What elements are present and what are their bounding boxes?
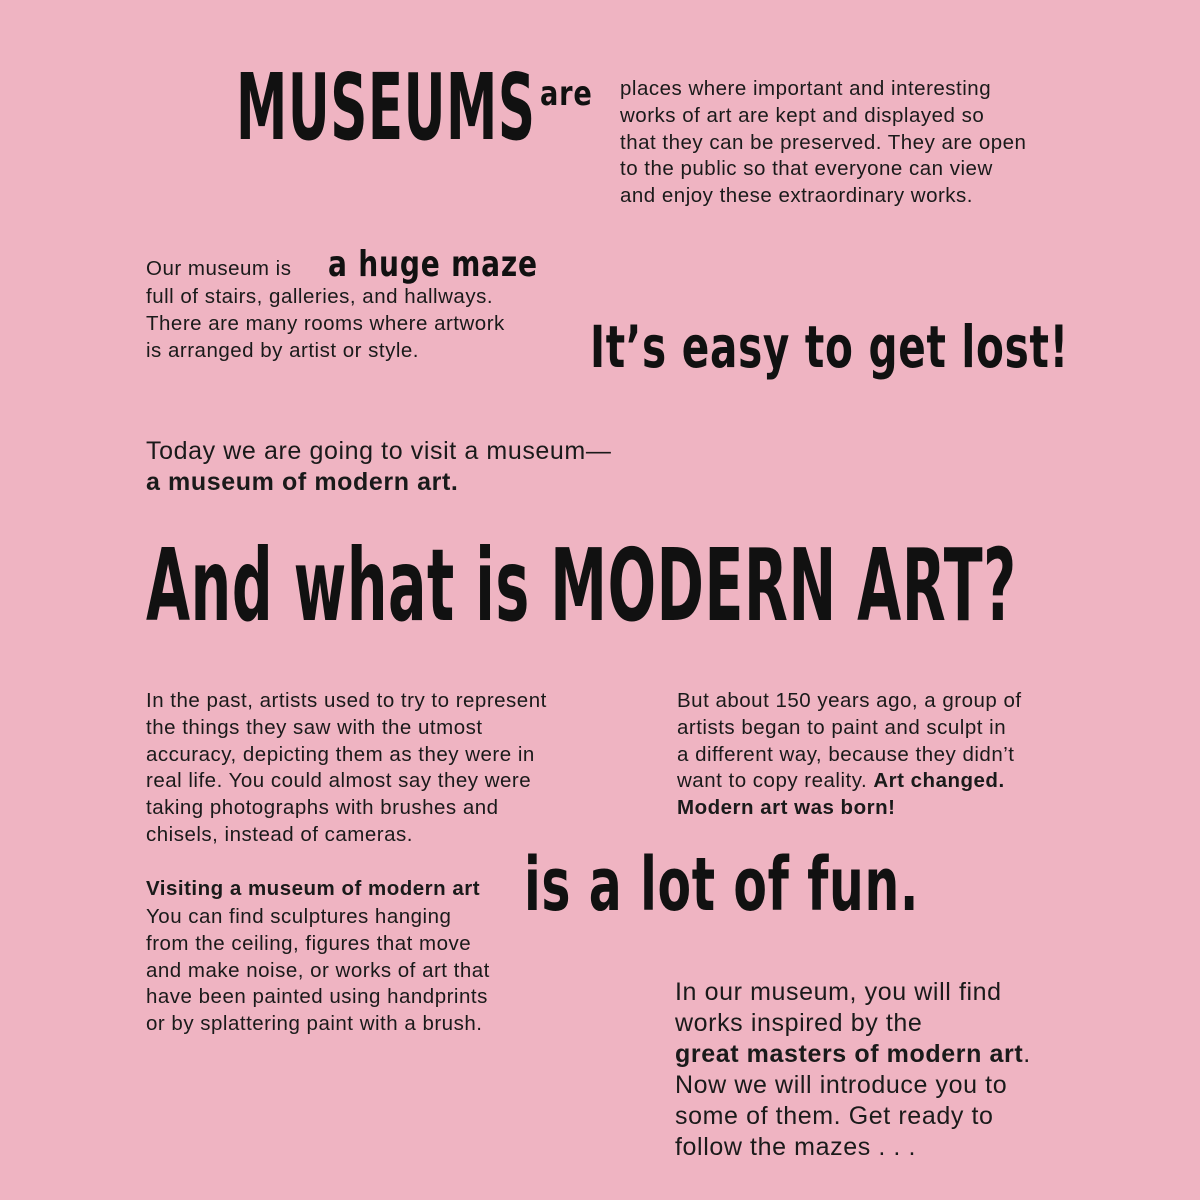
fun-line: have been painted using handprints: [146, 985, 488, 1009]
lost-phrase: It’s easy to get lost!: [590, 313, 1069, 381]
intro-line: and enjoy these extraordinary works.: [620, 184, 974, 208]
maze-lead-text: Our museum is: [146, 257, 292, 280]
intro-line: that they can be preserved. They are open: [620, 130, 1027, 154]
intro-line: works of art are kept and displayed so: [620, 103, 985, 127]
changed-line: But about 150 years ago, a group of: [677, 689, 1022, 712]
intro-line: places where important and interesting: [620, 77, 992, 100]
masters-paragraph: [675, 977, 1031, 1163]
masters-line: works inspired by the: [675, 1009, 923, 1037]
intro-line: to the public so that everyone can view: [620, 157, 993, 181]
are-word: are: [540, 74, 593, 114]
maze-line: full of stairs, galleries, and hallways.: [146, 285, 494, 308]
masters-line: Now we will introduce you to: [675, 1071, 1008, 1099]
headline: [146, 528, 1017, 644]
masters-line: [675, 1039, 1031, 1070]
changed-line: artists began to paint and sculpt in: [677, 715, 1007, 739]
fun-line: You can find sculptures hanging: [146, 905, 452, 928]
fun-line: or by splattering paint with a brush.: [146, 1012, 483, 1036]
maze-phrase: a huge maze: [328, 244, 538, 285]
fun-line: from the ceiling, figures that move: [146, 931, 472, 955]
maze-paragraph: [146, 284, 505, 364]
fun-line: and make noise, or works of art that: [146, 958, 490, 982]
changed-paragraph: [677, 688, 1022, 822]
headline-part1: And what is: [146, 527, 551, 644]
visit-line-bold: a museum of modern art.: [146, 468, 459, 496]
fun-phrase: is a lot of fun.: [524, 842, 920, 928]
changed-line5-bold: Modern art was born!: [677, 796, 896, 820]
changed-line: [677, 768, 1022, 795]
past-line: taking photographs with brushes and: [146, 796, 499, 820]
past-line: the things they saw with the utmost: [146, 715, 483, 739]
past-line: accuracy, depicting them as they were in: [146, 742, 535, 766]
fun-bold-lead: Visiting a museum of modern art: [146, 877, 481, 900]
visit-line: Today we are going to visit a museum—: [146, 437, 612, 465]
maze-line: There are many rooms where artwork: [146, 311, 505, 335]
past-line: In the past, artists used to try to represent: [146, 689, 547, 712]
past-line: real life. You could almost say they were: [146, 769, 532, 793]
masters-line: some of them. Get ready to: [675, 1102, 994, 1130]
visit-paragraph: [146, 436, 611, 498]
masters-bold-phrase: great masters of modern art: [675, 1040, 1024, 1068]
museums-word: MUSEUMS: [236, 54, 536, 161]
past-line: chisels, instead of cameras.: [146, 822, 413, 846]
changed-line4-plain: want to copy reality.: [677, 769, 874, 793]
museums-heading: [236, 54, 536, 161]
maze-line: is arranged by artist or style.: [146, 338, 419, 362]
changed-line: a different way, because they didn’t: [677, 742, 1015, 766]
past-paragraph: [146, 688, 547, 849]
masters-line3-end: .: [1023, 1040, 1031, 1068]
masters-line: In our museum, you will find: [675, 978, 1002, 1006]
changed-line4-bold: Art changed.: [873, 769, 1005, 793]
intro-paragraph: [620, 76, 1026, 210]
fun-paragraph: [146, 904, 490, 1038]
masters-line: follow the mazes . . .: [675, 1133, 917, 1161]
headline-part2: MODERN ART?: [550, 527, 1017, 644]
